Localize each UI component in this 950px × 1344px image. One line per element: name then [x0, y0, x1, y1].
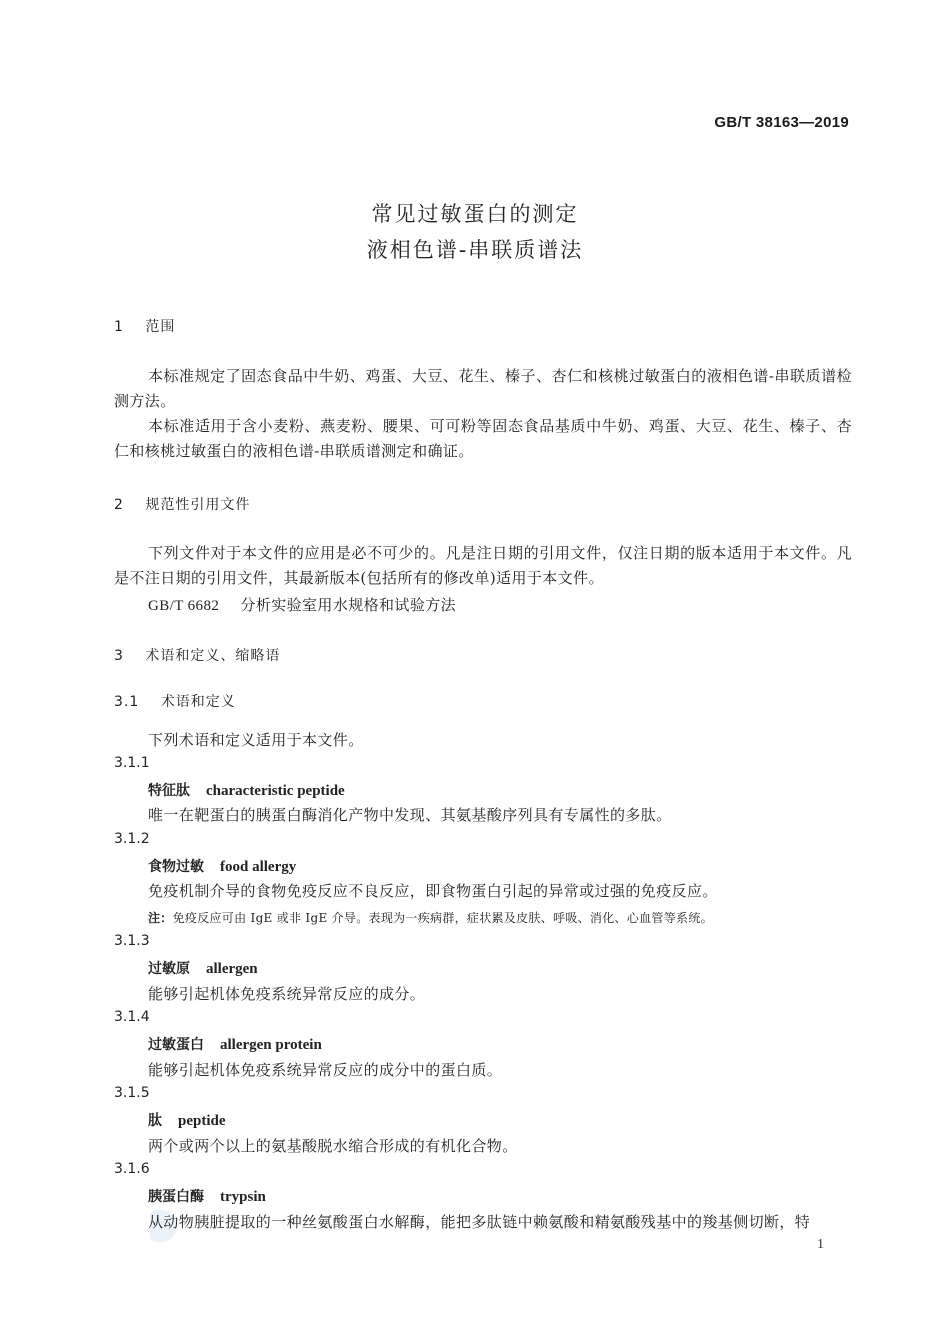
- scope-paragraph-1: 本标准规定了固态食品中牛奶、鸡蛋、大豆、花生、榛子、杏仁和核桃过敏蛋白的液相色谱-串联质谱检测方法。: [114, 367, 852, 410]
- section-number: 2: [114, 497, 124, 513]
- reference-code: GB/T 6682: [148, 598, 220, 614]
- term-number: 3.1.2: [114, 831, 150, 847]
- note-text: 免疫反应可由 IgE 或非 IgE 介导。表现为一疾病群，症状累及皮肤、呼吸、消化、心血管等系统。: [172, 911, 713, 925]
- term-number: 3.1.3: [114, 933, 150, 949]
- term-heading: [148, 1110, 226, 1130]
- term-zh: 过敏蛋白: [148, 1037, 204, 1053]
- term-en: trypsin: [220, 1189, 266, 1205]
- term-zh: 过敏原: [148, 961, 190, 977]
- term-zh: 胰蛋白酶: [148, 1189, 204, 1205]
- term-heading: [148, 780, 345, 800]
- term-heading: [148, 1186, 266, 1206]
- term-number: 3.1.1: [114, 755, 150, 771]
- term-heading: [148, 856, 296, 876]
- terms-intro: 下列术语和定义适用于本文件。: [148, 731, 364, 749]
- term-heading: [148, 958, 258, 978]
- normative-paragraph: 下列文件对于本文件的应用是必不可少的。凡是注日期的引用文件，仅注日期的版本适用于本文件。凡是不注日期的引用文件，其最新版本(包括所有的修改单)适用于本文件。: [114, 544, 852, 587]
- section-1-heading: [114, 316, 175, 336]
- section-title: 术语和定义、缩略语: [145, 648, 281, 664]
- reference-title: 分析实验室用水规格和试验方法: [240, 596, 457, 614]
- term-zh: 食物过敏: [148, 859, 204, 875]
- term-en: characteristic peptide: [206, 783, 345, 799]
- subsection-number: 3.1: [114, 694, 140, 710]
- term-definition: 唯一在靶蛋白的胰蛋白酶消化产物中发现、其氨基酸序列具有专属性的多肽。: [148, 806, 672, 824]
- term-number: 3.1.5: [114, 1085, 150, 1101]
- section-number: 1: [114, 319, 124, 335]
- document-title-line1: 常见过敏蛋白的测定: [371, 202, 579, 226]
- term-definition: 两个或两个以上的氨基酸脱水缩合形成的有机化合物。: [148, 1137, 518, 1155]
- subsection-3-1-heading: [114, 691, 236, 711]
- term-definition: 从动物胰脏提取的一种丝氨酸蛋白水解酶，能把多肽链中赖氨酸和精氨酸残基中的羧基侧切断，特: [148, 1213, 811, 1231]
- section-2-heading: [114, 494, 250, 514]
- term-en: food allergy: [220, 859, 297, 875]
- page-number: 1: [817, 1237, 824, 1252]
- term-note: [148, 909, 713, 926]
- subsection-title: 术语和定义: [160, 694, 236, 710]
- note-label: 注：: [148, 911, 173, 925]
- term-definition: 能够引起机体免疫系统异常反应的成分。: [148, 985, 426, 1003]
- scope-paragraph-2: 本标准适用于含小麦粉、燕麦粉、腰果、可可粉等固态食品基质中牛奶、鸡蛋、大豆、花生、榛子、杏仁和核桃过敏蛋白的液相色谱-串联质谱测定和确证。: [114, 417, 852, 460]
- term-en: allergen protein: [220, 1037, 322, 1053]
- document-title-line2: 液相色谱-串联质谱法: [366, 238, 584, 262]
- term-heading: [148, 1034, 322, 1054]
- term-zh: 特征肽: [148, 783, 190, 799]
- section-title: 范围: [145, 319, 176, 335]
- term-number: 3.1.4: [114, 1009, 150, 1025]
- term-definition: 能够引起机体免疫系统异常反应的成分中的蛋白质。: [148, 1061, 503, 1079]
- section-title: 规范性引用文件: [145, 497, 251, 513]
- term-en: peptide: [178, 1113, 226, 1129]
- section-3-heading: [114, 645, 280, 665]
- term-definition: 免疫机制介导的食物免疫反应不良反应，即食物蛋白引起的异常或过强的免疫反应。: [148, 882, 718, 900]
- term-en: allergen: [206, 961, 258, 977]
- standard-code: GB/T 38163—2019: [714, 114, 849, 131]
- normative-reference: [148, 594, 456, 615]
- term-number: 3.1.6: [114, 1161, 150, 1177]
- section-number: 3: [114, 648, 124, 664]
- term-zh: 肽: [148, 1113, 162, 1129]
